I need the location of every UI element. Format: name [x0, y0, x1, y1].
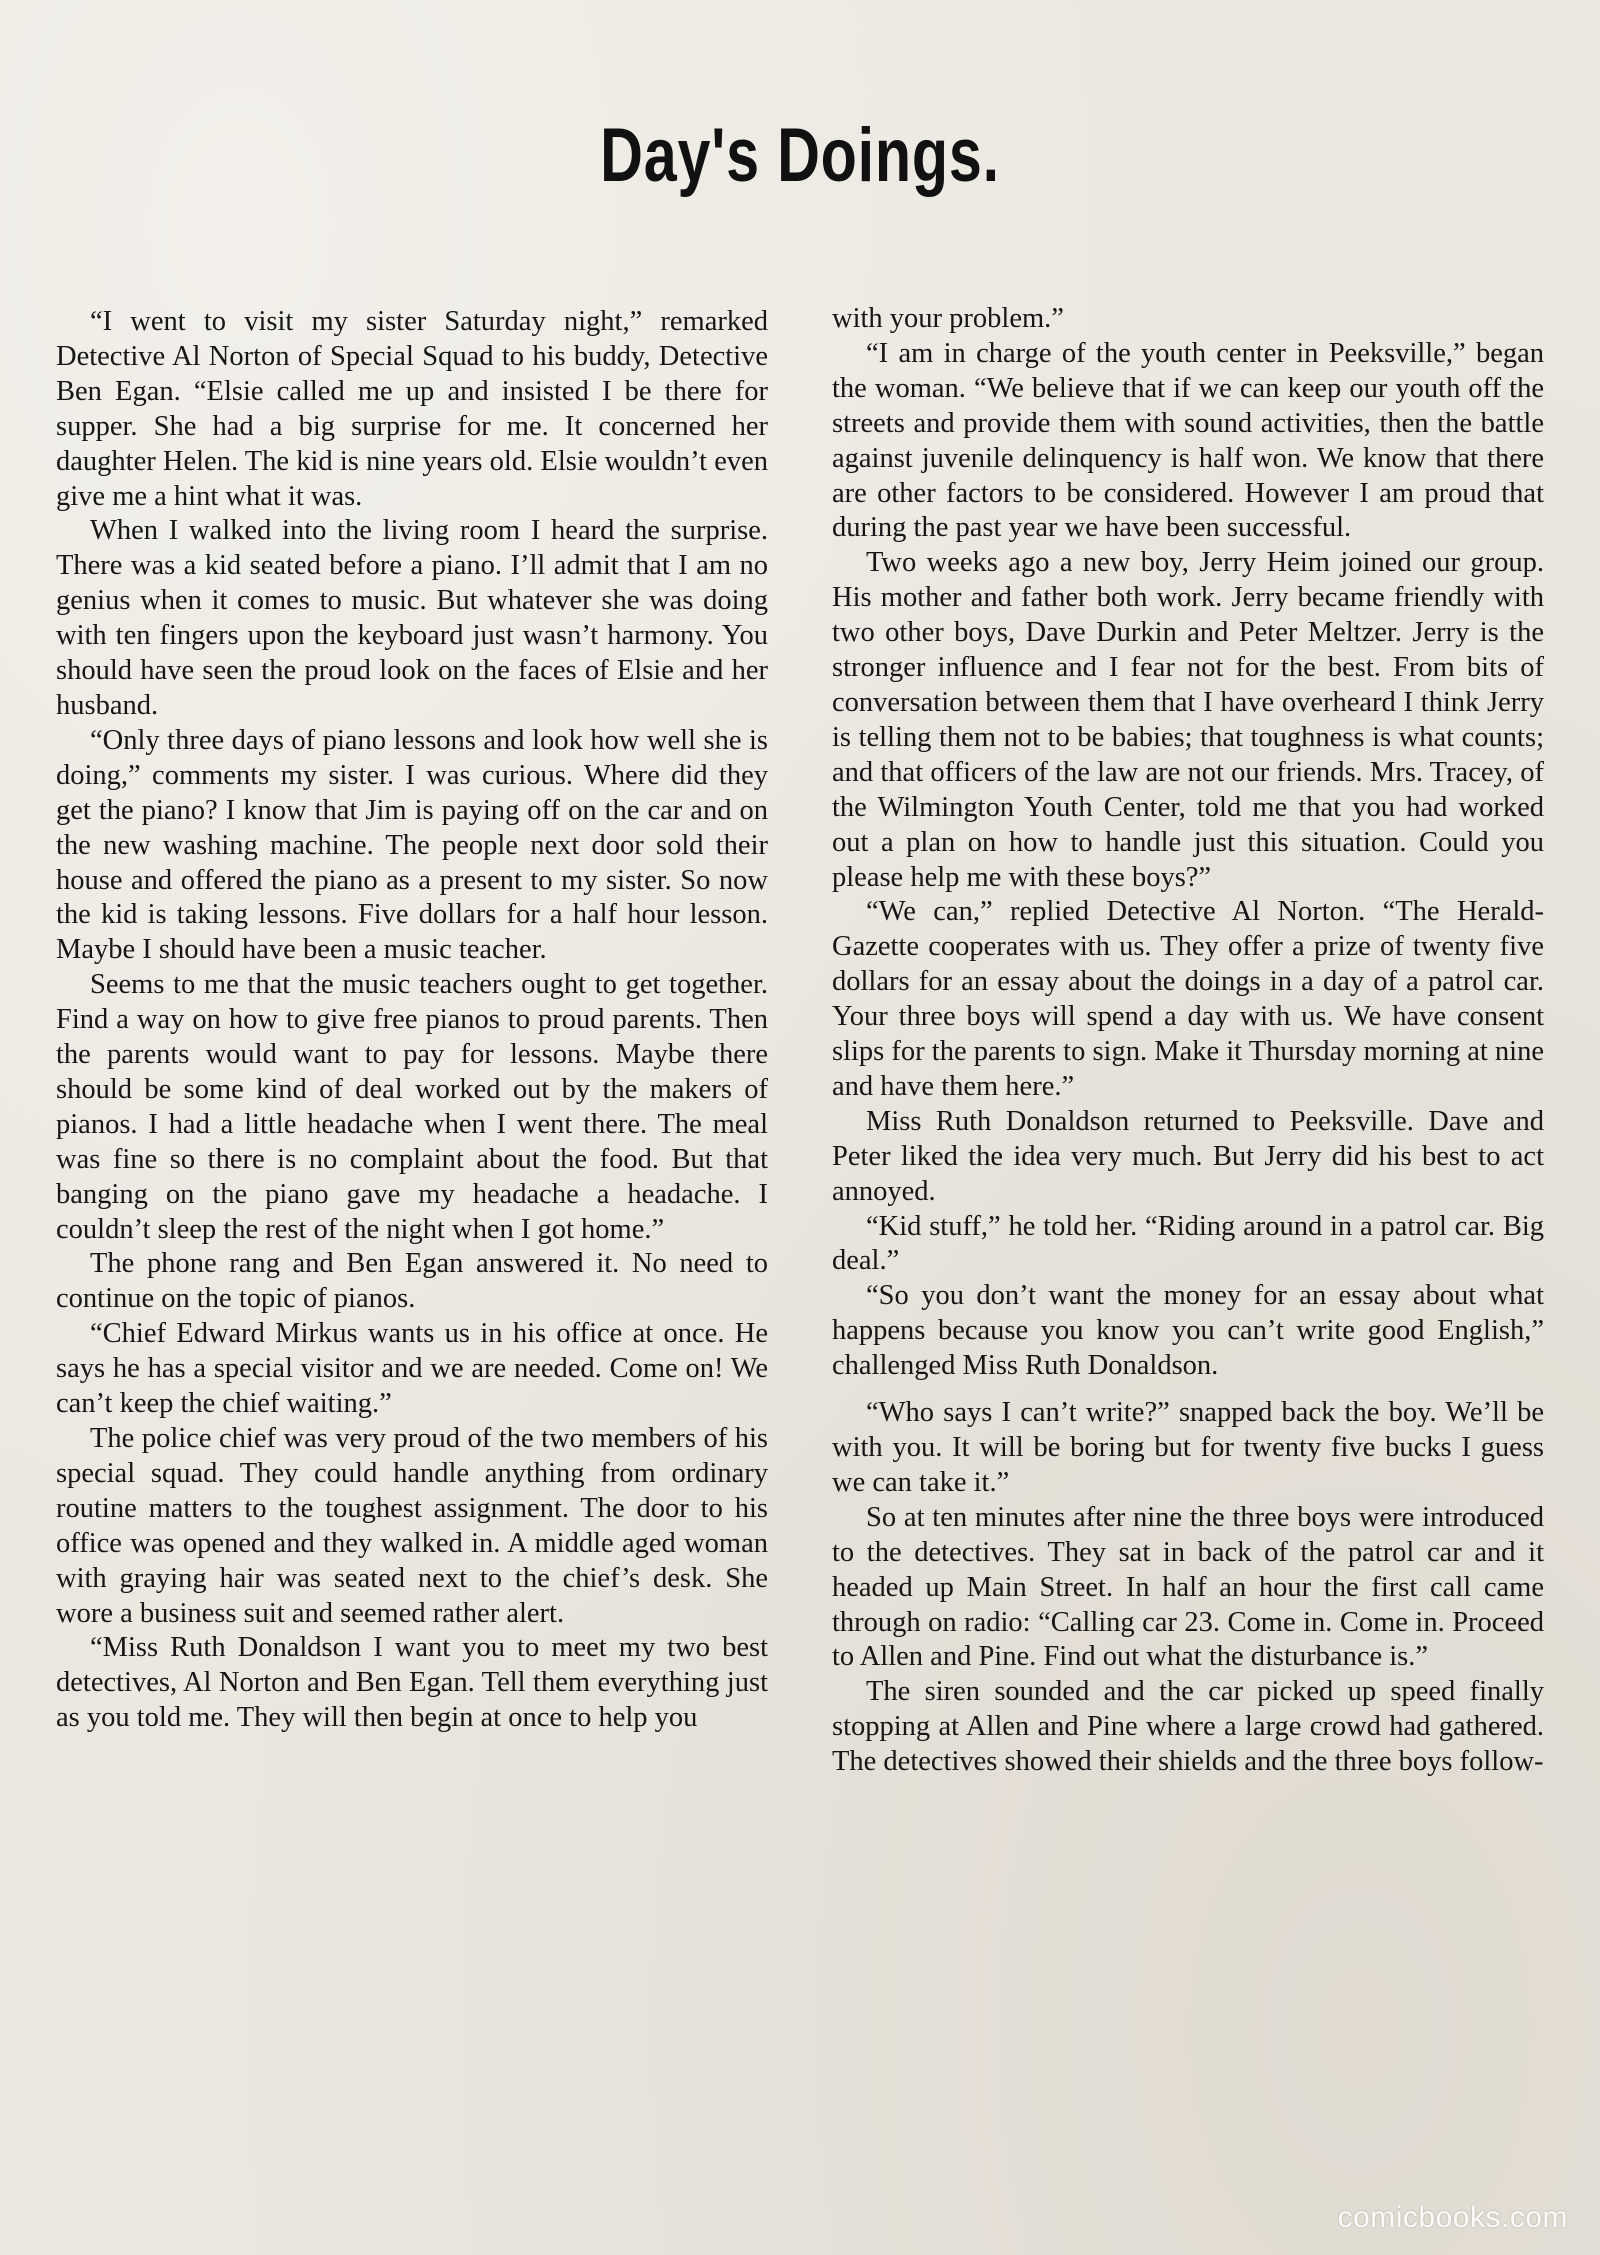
paragraph: “I am in charge of the youth center in Peeksville,” began the woman. “We believe that if we can keep our youth off the streets and provide them with sound activities, then the battle against juvenile delinquency is half won. We know that there are other factors to be considered. However I am proud that during the past year we have been successful. [832, 337, 1544, 544]
watermark: comicbooks.com [1337, 2201, 1568, 2234]
paragraph: with your problem.” [832, 303, 1064, 334]
paragraph: “We can,” replied Detective Al Norton. “The Herald-Gazette cooperates with us. They offer a prize of twenty five dollars for an essay about the doings in a day of a patrol car. Your three boys will spend a day with us. We have consent slips for the parents to sign. Make it Thursday morning at nine and have them here.” [832, 896, 1544, 1102]
paragraph: Two weeks ago a new boy, Jerry Heim joined our group. His mother and father both work. Jerry became friendly with two other boys, Dave Durkin and Peter Meltzer. Jerry is the stronger influence and I fear not for the best. From bits of conversation between them that I have overheard I think Jerry is telling them not to be babies; that toughness is what counts; and that officers of the law are not our friends. Mrs. Tracey, of the Wilmington Youth Center, told me that you had worked out a plan on how to handle just this situation. Could you please help me with these boys?” [832, 547, 1544, 893]
paragraph: So at ten minutes after nine the three boys were introduced to the detectives. They sat in back of the patrol car and it headed up Main Street. In half an hour the first call came through on radio: “Calling car 23. Come in. Come in. Proceed to Allen and Pine. Find out what the disturbance is.” [832, 1501, 1544, 1673]
paragraph: “So you don’t want the money for an essay about what happens because you know you can’t write good English,” challenged Miss Ruth Donaldson. [832, 1280, 1544, 1382]
paragraph: “Chief Edward Mirkus wants us in his office at once. He says he has a special visitor and we are needed. Come on! We can’t keep the chief waiting.” [56, 1318, 768, 1420]
article-title: Day's Doings. [600, 113, 1000, 198]
right-column [832, 302, 1544, 2207]
paragraph: Seems to me that the music teachers ought to get together. Find a way on how to give free pianos to proud parents. Then the parents would want to pay for lessons. Maybe there should be some kind of deal worked out by the makers of pianos. I had a little headache when I went there. The meal was fine so there is no complaint about the food. But that banging on the piano gave my headache a headache. I couldn’t sleep the rest of the night when I got home.” [56, 969, 768, 1245]
paragraph: The police chief was very proud of the two members of his special squad. They could handle anything from ordinary routine matters to the toughest assignment. The door to his office was opened and they walked in. A middle aged woman with graying hair was seated next to the chief’s desk. She wore a business suit and seemed rather alert. [56, 1423, 768, 1629]
paragraph: Miss Ruth Donaldson returned to Peeksville. Dave and Peter liked the idea very much. But Jerry did his best to act annoyed. [832, 1105, 1544, 1207]
paragraph: “Kid stuff,” he told her. “Riding around in a patrol car. Big deal.” [832, 1210, 1544, 1277]
paragraph: “I went to visit my sister Saturday night,” remarked Detective Al Norton of Special Squad to his buddy, Detective Ben Egan. “Elsie called me up and insisted I be there for supper. She had a big surprise for me. It concerned her daughter Helen. The kid is nine years old. Elsie wouldn’t even give me a hint what it was. [56, 306, 768, 512]
paragraph: “Who says I can’t write?” snapped back the boy. We’ll be with you. It will be boring but for twenty five bucks I guess we can take it.” [832, 1397, 1544, 1498]
paragraph: “Only three days of piano lessons and look how well she is doing,” comments my sister. I was curious. Where did they get the piano? I know that Jim is paying off on the car and on the new washing machine. The people next door sold their house and offered the piano as a present to my sister. So now the kid is taking lessons. Five dollars for a half hour lesson. Maybe I should have been a music teacher. [56, 724, 768, 966]
paragraph: “Miss Ruth Donaldson I want you to meet my two best detectives, Al Norton and Ben Egan. Tell them everything just as you told me. They will then begin at once to help you [56, 1632, 768, 1734]
paragraph: When I walked into the living room I heard the surprise. There was a kid seated before a piano. I’ll admit that I am no genius when it comes to music. But whatever she was doing with ten fingers upon the keyboard just wasn’t harmony. You should have seen the proud look on the faces of Elsie and her husband. [56, 515, 768, 721]
paragraph: The phone rang and Ben Egan answered it. No need to continue on the topic of pianos. [56, 1248, 768, 1315]
left-column [56, 305, 768, 2210]
paragraph: The siren sounded and the car picked up speed finally stopping at Allen and Pine where a large crowd had gathered. The detectives showed their shields and the three boys follow- [832, 1676, 1544, 1778]
